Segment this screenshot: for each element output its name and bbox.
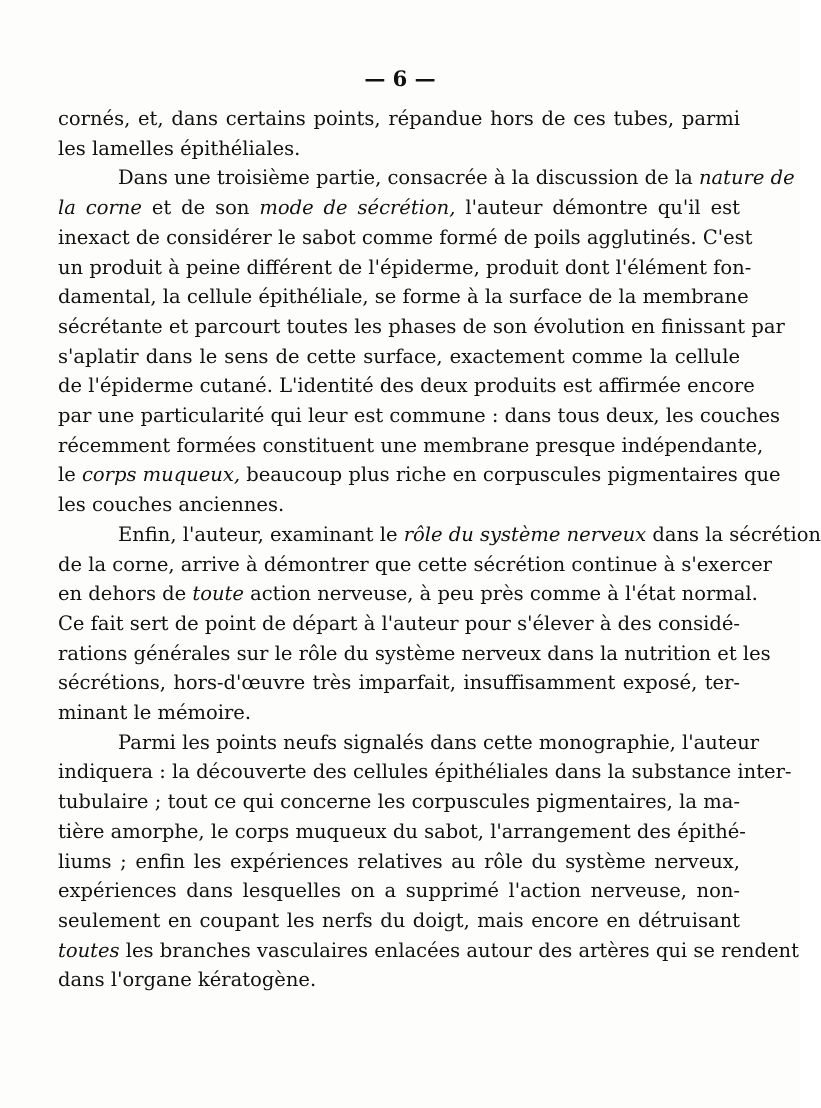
text-run: cornés, et, dans certains points, répandue hors de ces tubes, parmi	[58, 107, 740, 130]
paragraph	[58, 520, 821, 728]
text-run: l'auteur démontre qu'il est	[455, 196, 740, 220]
text-run: expériences dans lesquelles on a supprimé l'action nerveuse, non-	[58, 879, 740, 903]
text-run: beaucoup plus riche en corpuscules pigmentaires que	[240, 463, 781, 487]
text-line	[58, 817, 746, 847]
text-run: le	[58, 463, 82, 487]
text-line	[58, 253, 752, 283]
text-run: les branches vasculaires enlacées autour des artères qui se rendent	[119, 938, 799, 962]
text-run: de l'épiderme cutané. L'identité des deux produits est affirmée encore	[58, 374, 755, 398]
text-run: tière amorphe, le corps muqueux du sabot, l'arrangement des épithé-	[58, 819, 746, 843]
text-line	[58, 163, 795, 193]
text-line	[58, 787, 740, 817]
text-line	[58, 728, 760, 758]
text-line	[58, 698, 740, 728]
text-run: dans l'organe kératogène.	[58, 968, 317, 992]
text-line	[58, 876, 740, 906]
text-run: action nerveuse, à peu près comme à l'état normal.	[243, 582, 758, 606]
italic-text: corps muqueux,	[81, 463, 241, 487]
text-line	[58, 639, 771, 669]
text-run: Parmi les points neufs signalés dans cette monographie, l'auteur	[118, 730, 760, 754]
italic-text: toutes	[58, 938, 120, 962]
text-run: sécrétions, hors-d'œuvre très imparfait, insuffisamment exposé, ter-	[58, 671, 740, 695]
text-run: en dehors de	[58, 582, 193, 606]
text-line	[58, 550, 772, 580]
text-line	[58, 193, 740, 223]
text-line	[58, 312, 785, 342]
italic-text: mode de sécrétion,	[259, 196, 456, 220]
paragraph	[58, 728, 799, 995]
text-run: sécrétante et parcourt toutes les phases de son évolution en finissant par	[58, 314, 785, 338]
text-run: tubulaire ; tout ce qui concerne les corpuscules pigmentaires, la ma-	[58, 790, 740, 814]
text-line	[58, 936, 799, 966]
text-line	[58, 134, 740, 164]
text-run: dans la sécrétion	[646, 522, 821, 546]
paragraph	[58, 163, 795, 519]
text-run: un produit à peine différent de l'épiderme, produit dont l'élément fon-	[58, 255, 752, 279]
text-run: Enfin, l'auteur, examinant le	[118, 522, 404, 546]
text-line	[58, 609, 740, 639]
text-run: récemment formées constituent une membrane presque indépendante,	[58, 433, 764, 457]
text-run: damental, la cellule épithéliale, se forme à la surface de la membrane	[58, 285, 749, 309]
text-run: et de son	[141, 196, 260, 220]
text-line	[58, 757, 792, 787]
text-run: seulement en coupant les nerfs du doigt, mais encore en détruisant	[58, 908, 740, 932]
text-run: les couches anciennes.	[58, 493, 285, 517]
text-run: Dans une troisième partie, consacrée à la discussion de la	[118, 166, 699, 190]
page-number: — 6 —	[364, 66, 436, 91]
paragraph	[58, 104, 740, 163]
text-run: de la corne, arrive à démontrer que cette sécrétion continue à s'exercer	[58, 552, 772, 576]
text-line	[58, 965, 740, 995]
text-run: inexact de considérer le sabot comme formé de poils agglutinés. C'est	[58, 225, 753, 249]
text-line	[58, 520, 821, 550]
text-line	[58, 223, 753, 253]
text-line	[58, 104, 740, 134]
text-run: liums ; enfin les expériences relatives au rôle du système nerveux,	[58, 849, 740, 873]
italic-text: toute	[192, 582, 244, 606]
italic-text: nature de	[698, 166, 795, 190]
text-line	[58, 460, 781, 490]
italic-text: rôle du système nerveux	[403, 522, 647, 546]
text-run: par une particularité qui leur est commune : dans tous deux, les couches	[58, 404, 781, 428]
text-line	[58, 431, 764, 461]
text-line	[58, 401, 781, 431]
text-run: Ce fait sert de point de départ à l'auteur pour s'élever à des considé-	[58, 611, 740, 635]
text-run: les lamelles épithéliales.	[58, 136, 301, 160]
text-line	[58, 282, 749, 312]
text-line	[58, 906, 740, 936]
body-text	[58, 104, 821, 995]
text-run: minant le mémoire.	[58, 701, 252, 725]
text-line	[58, 579, 758, 609]
text-line	[58, 847, 740, 877]
text-line	[58, 342, 740, 372]
text-line	[58, 490, 740, 520]
text-run: rations générales sur le rôle du système nerveux dans la nutrition et les	[58, 641, 771, 665]
text-run: indiquera : la découverte des cellules épithéliales dans la substance inter-	[58, 760, 792, 784]
text-run: s'aplatir dans le sens de cette surface, exactement comme la cellule	[58, 344, 740, 368]
italic-text: la corne	[58, 196, 142, 220]
text-line	[58, 371, 755, 401]
text-line	[58, 668, 740, 698]
